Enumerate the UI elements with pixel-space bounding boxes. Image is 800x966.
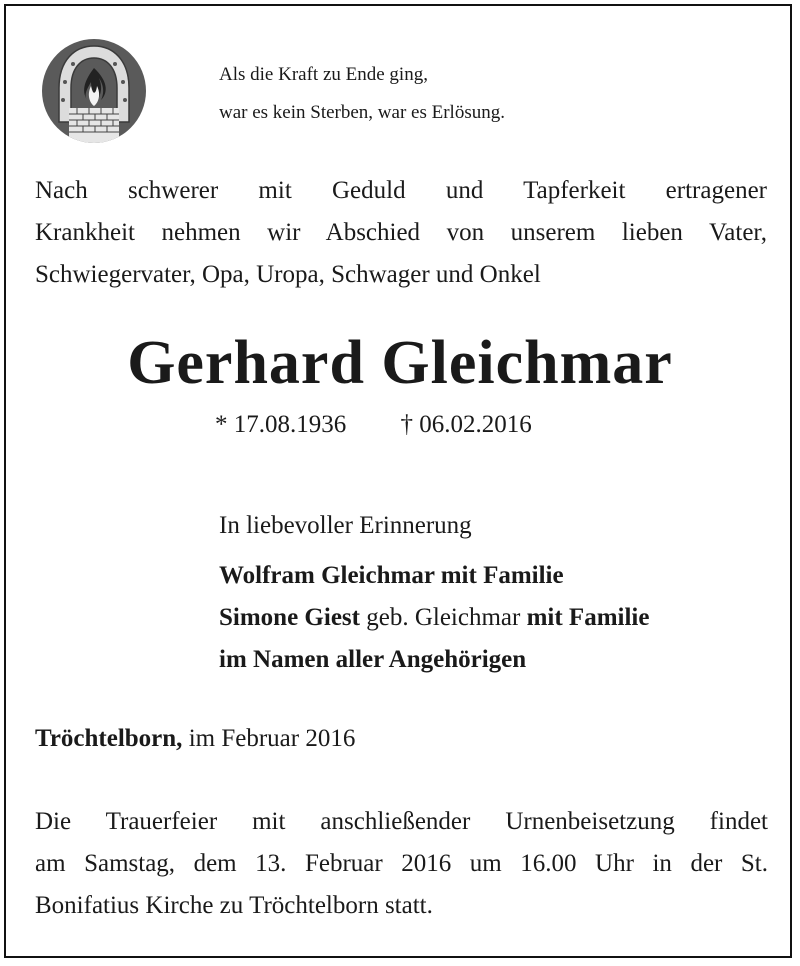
- mourner-line-1: Wolfram Gleichmar mit Familie: [219, 562, 564, 589]
- mourner-line-3: im Namen aller Angehörigen: [219, 646, 527, 673]
- mourner-line-2: [219, 597, 649, 639]
- intro-line-2: Krankheit nehmen wir Abschied von unserem lieben Vater,: [35, 219, 767, 246]
- intro-paragraph: [35, 170, 767, 296]
- intro-line-3: Schwiegervater, Opa, Uropa, Schwager und Onkel: [35, 261, 541, 288]
- birth-date: * 17.08.1936: [215, 411, 347, 438]
- motto-line-1: Als die Kraft zu Ende ging,: [219, 64, 428, 85]
- mourner-maiden-name: geb. Gleichmar: [359, 604, 527, 631]
- death-date: † 06.02.2016: [400, 411, 532, 438]
- deceased-name: Gerhard Gleichmar: [127, 329, 673, 397]
- funeral-line-2: am Samstag, dem 13. Februar 2016 um 16.00 Uhr in der St.: [35, 850, 768, 877]
- funeral-line-1: Die Trauerfeier mit anschließender Urnenbeisetzung findet: [35, 808, 768, 835]
- mourners-list: [219, 555, 649, 681]
- horseshoe-fire-emblem-icon: [41, 38, 147, 144]
- intro-line-1: Nach schwerer mit Geduld und Tapferkeit ertragener: [35, 177, 767, 204]
- place-date: [35, 718, 355, 760]
- funeral-info: [35, 801, 768, 927]
- notice-date: im Februar 2016: [182, 725, 356, 752]
- life-dates: [215, 405, 532, 445]
- place-name: Tröchtelborn,: [35, 725, 183, 752]
- motto-verse: [219, 56, 505, 132]
- mourner-name: Simone Giest: [219, 604, 360, 631]
- funeral-line-3: Bonifatius Kirche zu Tröchtelborn statt.: [35, 892, 433, 919]
- memory-phrase: In liebevoller Erinnerung: [219, 512, 472, 539]
- motto-line-2: war es kein Sterben, war es Erlösung.: [219, 102, 505, 123]
- mourner-family: mit Familie: [526, 604, 650, 631]
